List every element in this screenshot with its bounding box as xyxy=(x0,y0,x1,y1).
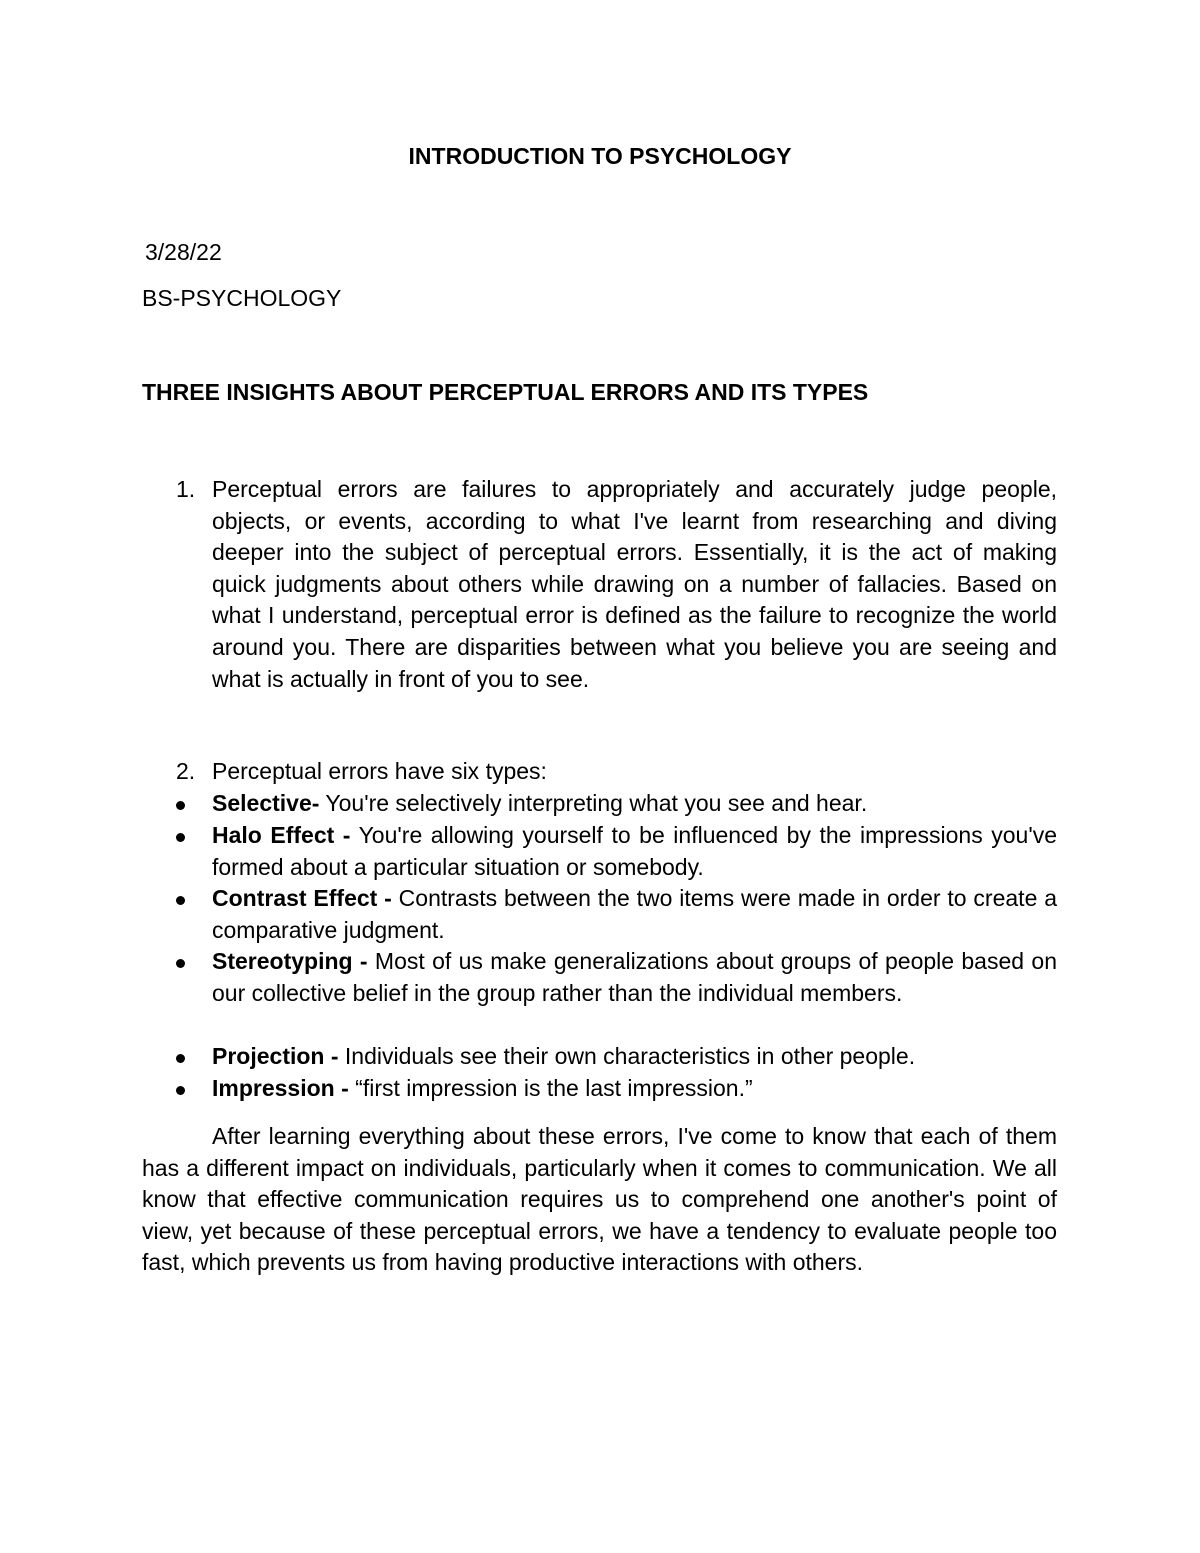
type-item-projection xyxy=(142,1041,1057,1073)
bullet-icon xyxy=(176,833,185,842)
section-heading: THREE INSIGHTS ABOUT PERCEPTUAL ERRORS AND ITS TYPES xyxy=(142,379,869,405)
type-description: You're selectively interpreting what you see and hear. xyxy=(319,790,868,816)
list-number: 1. xyxy=(176,476,196,502)
closing-paragraph: After learning everything about these errors, I've come to know that each of them has a different impact on individuals, particularly when it comes to communication. We all know that effective communication requires us to comprehend one another's point of view, yet because of these perceptual errors, we have a tendency to evaluate people too fast, which prevents us from having productive interactions with others. xyxy=(142,1123,1057,1276)
bullet-icon xyxy=(176,896,185,905)
type-term: Stereotyping - xyxy=(212,948,368,974)
type-description: You're allowing yourself to be influenced by the impressions you've formed about a particular situation or somebody. xyxy=(212,822,1057,880)
list-item-text: Perceptual errors are failures to appropriately and accurately judge people, objects, or events, according to what I've learnt from researching and diving deeper into the subject of perceptual errors. Essentially, it is the act of making quick judgments about others while drawing on a number of fallacies. Based on what I understand, perceptual error is defined as the failure to recognize the world around you. There are disparities between what you believe you are seeing and what is actually in front of you to see. xyxy=(212,476,1057,692)
type-item-stereotyping xyxy=(142,946,1057,1009)
document-date: 3/28/22 xyxy=(145,239,222,265)
type-description: Contrasts between the two items were made in order to create a comparative judgment. xyxy=(212,885,1058,943)
type-item-selective xyxy=(142,788,1057,820)
list-number: 2. xyxy=(176,758,196,784)
type-term: Impression - xyxy=(212,1075,349,1101)
list-item-text: Perceptual errors have six types: xyxy=(212,758,547,784)
type-item-contrast-effect xyxy=(142,883,1057,946)
type-item-halo-effect xyxy=(142,820,1057,883)
type-description: Individuals see their own characteristics in other people. xyxy=(338,1043,916,1069)
type-term: Projection - xyxy=(212,1043,339,1069)
type-description: Most of us make generalizations about groups of people based on our collective belief in the group rather than the individual members. xyxy=(212,948,1057,1006)
bullet-icon xyxy=(176,801,185,810)
type-term: Contrast Effect - xyxy=(212,885,392,911)
bullet-icon xyxy=(176,959,185,968)
type-term: Halo Effect - xyxy=(212,822,351,848)
list-item-1 xyxy=(142,474,1057,695)
program-label: BS-PSYCHOLOGY xyxy=(142,285,342,311)
type-description: “first impression is the last impression.” xyxy=(348,1075,753,1101)
bullet-icon xyxy=(176,1086,185,1095)
bullet-icon xyxy=(176,1054,185,1063)
list-item-2 xyxy=(142,756,1057,788)
type-term: Selective- xyxy=(212,790,320,816)
type-item-impression xyxy=(142,1073,1057,1105)
document-title: INTRODUCTION TO PSYCHOLOGY xyxy=(408,143,792,169)
